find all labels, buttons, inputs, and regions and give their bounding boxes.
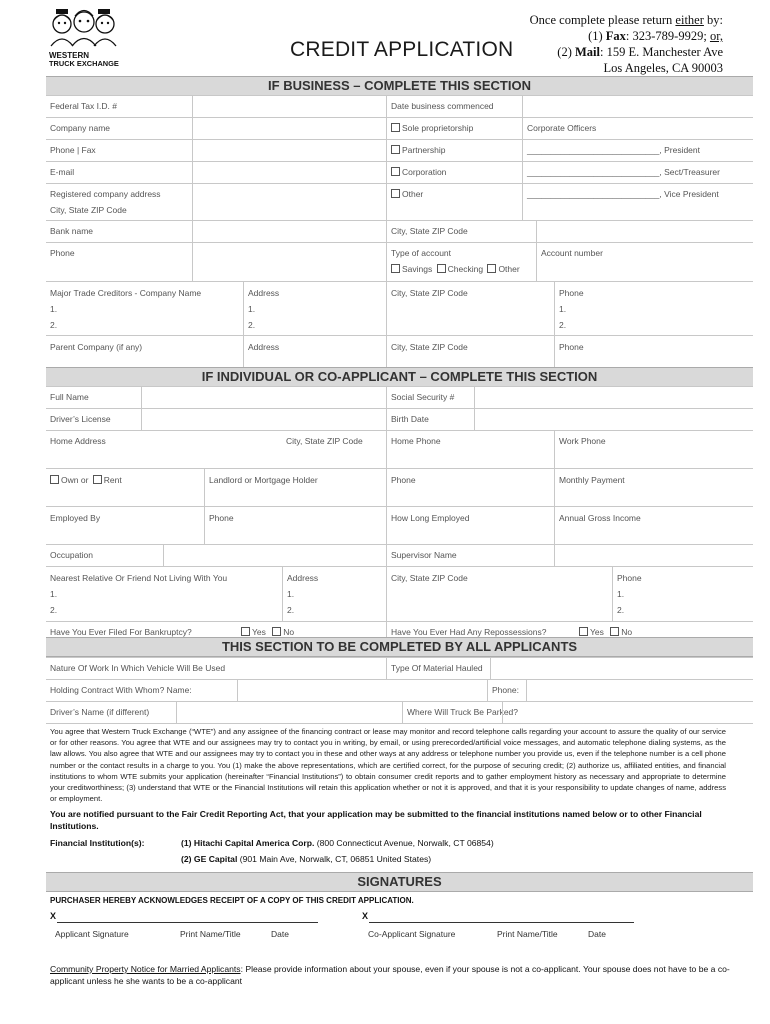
bank-name-field[interactable] [192, 221, 386, 242]
sole-proprietorship-checkbox[interactable]: Sole proprietorship [391, 123, 473, 133]
holding-contract-field[interactable] [237, 680, 487, 701]
truck-exchange-logo-icon [48, 6, 120, 68]
applicant-date-label: Date [271, 929, 289, 939]
phone-fax-field[interactable] [192, 140, 386, 161]
monthly-payment-field[interactable]: Monthly Payment [554, 469, 753, 506]
landlord-phone-field[interactable]: Phone [386, 469, 554, 506]
co-applicant-x-mark: X [362, 911, 369, 921]
holding-contract-phone-field[interactable] [526, 680, 753, 701]
email-field[interactable] [192, 162, 386, 183]
repossession-yes-checkbox-icon[interactable] [579, 627, 588, 636]
fcra-notice: You are notified pursuant to the Fair Credit Reporting Act, that your application may be submitted to the financial institutions named below or to other Financial Institutions. [50, 809, 702, 831]
checking-checkbox-icon[interactable] [437, 264, 446, 273]
applicant-print-name-label: Print Name/Title [180, 929, 241, 939]
sect-treasurer-line[interactable]: ____________________________, Sect/Treasurer [527, 167, 720, 177]
supervisor-field[interactable] [554, 545, 753, 566]
bank-phone-field[interactable] [192, 243, 386, 281]
occupation-field[interactable] [163, 545, 386, 566]
own-rent-options[interactable]: Own or Rent [50, 475, 122, 485]
drivers-license-field[interactable] [141, 409, 386, 430]
other-checkbox[interactable]: Other [391, 189, 423, 199]
company-name-field[interactable] [192, 118, 386, 139]
ssn-field[interactable] [474, 387, 753, 408]
svg-text:WESTERN: WESTERN [49, 51, 89, 60]
material-hauled-field[interactable] [490, 658, 753, 679]
employer-phone-field[interactable]: Phone [204, 507, 386, 544]
registered-address-field[interactable] [192, 184, 386, 220]
full-name-field[interactable] [141, 387, 386, 408]
financial-institution-2: (2) GE Capital (901 Main Ave, Norwalk, CT, 06851 United States) [181, 854, 432, 864]
annual-income-field[interactable]: Annual Gross Income [554, 507, 753, 544]
financial-institutions-label: Financial Institution(s): [50, 838, 145, 848]
birth-date-field[interactable] [474, 409, 753, 430]
president-line[interactable]: ____________________________, President [527, 145, 700, 155]
checkbox-icon [391, 145, 400, 154]
corporation-checkbox[interactable]: Corporation [391, 167, 446, 177]
community-property-notice: Community Property Notice for Married Applicants: Please provide information about your spouse, even if your spouse is not a co-applicant. Your spouse does not have to be a co-applicant unless he she wants to be a co-applicant [50, 964, 730, 986]
applicant-signature-line[interactable] [57, 922, 318, 923]
checkbox-icon [391, 167, 400, 176]
drivers-name-field[interactable] [176, 702, 402, 723]
applicant-signature-label: Applicant Signature [55, 929, 129, 939]
individual-section-grid: Full Name Social Security # Driver’s License Birth Date Home Address City, State ZIP Code Home Phone Work Phone Own or Rent Landlord or Mortgage Holder Phone Monthly Payment Employed By Phone How Long Employed Annual Gross Income Occupation Supervisor Name Nearest Relative Or Friend Not Living With You 1. 2. Address 1. 2. City, State ZIP Code Phone 1. 2. Have You Ever Filed For Bankruptcy? Yes No Have You Ever Had Any Repossessions? Yes No [46, 386, 753, 643]
federal-tax-id-field[interactable] [192, 96, 386, 117]
account-type-options[interactable]: Savings Checking Other [391, 264, 520, 274]
vice-president-line[interactable]: ____________________________, Vice President [527, 189, 719, 199]
landlord-field[interactable]: Landlord or Mortgage Holder [204, 469, 386, 506]
repossession-options[interactable]: Yes No [579, 627, 632, 637]
partnership-checkbox[interactable]: Partnership [391, 145, 445, 155]
receipt-acknowledgement: PURCHASER HEREBY ACKNOWLEDGES RECEIPT OF A COPY OF THIS CREDIT APPLICATION. [50, 896, 414, 905]
home-address-field[interactable]: Home Address City, State ZIP Code [50, 436, 363, 446]
signatures-section-heading: SIGNATURES [46, 872, 753, 892]
business-section-heading: IF BUSINESS – COMPLETE THIS SECTION [46, 76, 753, 96]
bankruptcy-yes-checkbox-icon[interactable] [241, 627, 250, 636]
co-applicant-print-name-label: Print Name/Title [497, 929, 558, 939]
own-checkbox-icon[interactable] [50, 475, 59, 484]
page-title: CREDIT APPLICATION [290, 38, 514, 61]
rent-checkbox-icon[interactable] [93, 475, 102, 484]
how-long-employed-field[interactable]: How Long Employed [386, 507, 554, 544]
bankruptcy-options[interactable]: Yes No [241, 627, 294, 637]
home-phone-field[interactable]: Home Phone [386, 431, 554, 468]
where-parked-field[interactable] [502, 702, 753, 723]
savings-checkbox-icon[interactable] [391, 264, 400, 273]
all-applicants-grid: Nature Of Work In Which Vehicle Will Be Used Type Of Material Hauled Holding Contract With Whom? Name: Phone: Driver’s Name (if different) Where Will Truck Be Parked? [46, 657, 753, 724]
company-logo [48, 6, 120, 68]
return-instructions: Once complete please return either by: (1) Fax: 323-789-9929; or, (2) Mail: 159 E. Manchester Ave Los Angeles, CA 90003 [529, 13, 723, 75]
all-applicants-section-heading: THIS SECTION TO BE COMPLETED BY ALL APPLICANTS [46, 637, 753, 657]
other-account-checkbox-icon[interactable] [487, 264, 496, 273]
financial-institution-1: (1) Hitachi Capital America Corp. (800 Connecticut Avenue, Norwalk, CT 06854) [181, 838, 494, 848]
co-applicant-date-label: Date [588, 929, 606, 939]
date-commenced-field[interactable] [522, 96, 753, 117]
business-section-grid: Federal Tax I.D. # Date business commenced Company name Sole proprietorship Corporate Officers Phone | Fax Partnership ____________________________, President E-mail Corporation ____________________________, Sect/Treasurer Registered company address City, State ZIP Code Other ____________________________, Vice President Bank name City, State ZIP Code Phone Type of account Savings Checking Other Account number Major Trade Creditors - Company Name 1. 2. Address 1. 2. City, State ZIP Code Phone 1. 2. Parent Company (if any) Address City, State ZIP Code Phone [46, 95, 753, 374]
co-applicant-signature-label: Co-Applicant Signature [368, 929, 456, 939]
checkbox-icon [391, 123, 400, 132]
consent-disclosure-text: You agree that Western Truck Exchange (“WTE”) and any assignee of the financing contract or lease may monitor and record telephone calls regarding your account to assure the quality of our service or for other reasons. You agree that WTE and our assignees may try to contact you in writing, by email, or using prerecorded/artificial voice messages, and automatic telephone dialing systems, as the law allows. You also agree that WTE and our assignees may try to contact you in these and other ways at any address or telephone number you provide us, even if the telephone number is a cell phone number or the contact results in a charge to you. You (1) make the above representations, which are certified correct, for the purpose of securing credit; (2) authorize us, affiliated entities, and financial institutions to whom WTE submits your application (hereinafter “Financial Institutions”) to obtain consumer credit reports and to gather employment history as necessary and appropriate to determine your creditworthiness; (3) understand that WTE or the Financial Institutions will retain this application whether or not it is approved, and that it is your responsibility to update changes of name, address or employment. [50, 727, 726, 804]
bank-city-field[interactable] [536, 221, 753, 242]
work-phone-field[interactable]: Work Phone [554, 431, 753, 468]
co-applicant-signature-line[interactable] [369, 922, 634, 923]
employer-field[interactable]: Employed By [50, 513, 101, 523]
individual-section-heading: IF INDIVIDUAL OR CO-APPLICANT – COMPLETE THIS SECTION [46, 367, 753, 387]
checkbox-icon [391, 189, 400, 198]
repossession-no-checkbox-icon[interactable] [610, 627, 619, 636]
applicant-x-mark: X [50, 911, 57, 921]
bankruptcy-no-checkbox-icon[interactable] [272, 627, 281, 636]
nature-of-work-field[interactable]: Nature Of Work In Which Vehicle Will Be Used [50, 663, 226, 673]
svg-text:TRUCK EXCHANGE: TRUCK EXCHANGE [49, 59, 119, 68]
